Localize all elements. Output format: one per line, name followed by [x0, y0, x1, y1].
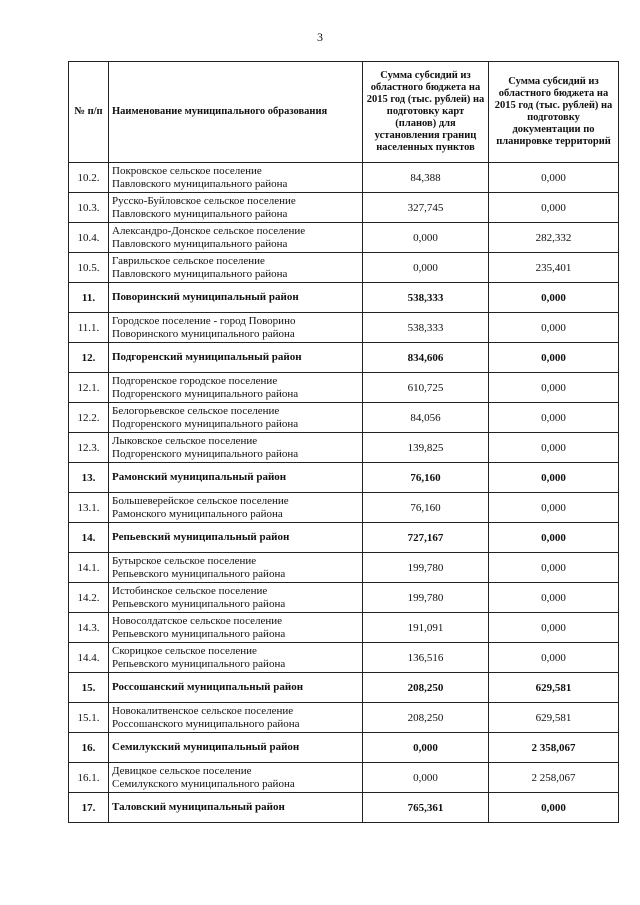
row-number: 11.1. [69, 313, 109, 343]
subsidy-maps-value: 76,160 [363, 493, 489, 523]
municipality-name-line: Россошанский муниципальный район [112, 681, 304, 693]
subsidy-planning-value: 0,000 [489, 373, 619, 403]
subsidy-maps-value: 136,516 [363, 643, 489, 673]
settlement-row [69, 643, 619, 673]
municipality-district-line: Павловского муниципального района [112, 267, 288, 280]
table-body [69, 163, 619, 823]
row-number: 10.2. [69, 163, 109, 193]
subsidy-planning-value: 0,000 [489, 403, 619, 433]
row-number: 12.3. [69, 433, 109, 463]
row-number: 12. [69, 343, 109, 373]
settlement-row [69, 583, 619, 613]
municipality-name-line: Подгоренское городское поселение [112, 374, 278, 387]
municipality-name [109, 763, 363, 793]
settlement-row [69, 703, 619, 733]
subsidy-maps-value: 834,606 [363, 343, 489, 373]
municipality-name [109, 793, 363, 823]
subsidy-maps-value: 208,250 [363, 673, 489, 703]
table-header-row [69, 62, 619, 163]
municipality-name [109, 463, 363, 493]
subsidy-planning-value: 282,332 [489, 223, 619, 253]
subsidy-maps-value: 84,056 [363, 403, 489, 433]
subsidy-planning-value: 0,000 [489, 613, 619, 643]
municipality-name [109, 643, 363, 673]
municipality-district-line: Павловского муниципального района [112, 207, 288, 220]
district-total-row [69, 463, 619, 493]
row-number: 14.1. [69, 553, 109, 583]
subsidies-table [68, 61, 619, 823]
subsidy-planning-value: 0,000 [489, 163, 619, 193]
subsidy-planning-value: 2 258,067 [489, 763, 619, 793]
row-number: 12.1. [69, 373, 109, 403]
subsidy-planning-value: 0,000 [489, 583, 619, 613]
municipality-name [109, 403, 363, 433]
municipality-name [109, 703, 363, 733]
subsidy-maps-value: 199,780 [363, 553, 489, 583]
municipality-name [109, 193, 363, 223]
header-subsidy-maps: Сумма субсидий из областного бюджета на 2015 год (тыс. рублей) на подготовку карт (планов) для установления границ населенных пунктов [363, 62, 489, 163]
subsidy-maps-value: 199,780 [363, 583, 489, 613]
municipality-name-line: Русско-Буйловское сельское поселение [112, 194, 296, 207]
municipality-name [109, 283, 363, 313]
row-number: 13.1. [69, 493, 109, 523]
row-number: 11. [69, 283, 109, 313]
settlement-row [69, 403, 619, 433]
municipality-name-line: Таловский муниципальный район [112, 801, 285, 813]
subsidy-maps-value: 0,000 [363, 253, 489, 283]
municipality-district-line: Репьевского муниципального района [112, 627, 286, 640]
subsidy-planning-value: 0,000 [489, 553, 619, 583]
settlement-row [69, 313, 619, 343]
row-number: 13. [69, 463, 109, 493]
municipality-district-line: Подгоренского муниципального района [112, 417, 299, 430]
subsidy-maps-value: 727,167 [363, 523, 489, 553]
row-number: 14.4. [69, 643, 109, 673]
municipality-name-line: Гаврильское сельское поселение [112, 254, 265, 267]
municipality-name [109, 493, 363, 523]
municipality-name [109, 583, 363, 613]
subsidy-maps-value: 610,725 [363, 373, 489, 403]
subsidy-planning-value: 0,000 [489, 793, 619, 823]
subsidy-planning-value: 0,000 [489, 523, 619, 553]
settlement-row [69, 493, 619, 523]
row-number: 14.2. [69, 583, 109, 613]
municipality-district-line: Павловского муниципального района [112, 237, 288, 250]
settlement-row [69, 433, 619, 463]
row-number: 12.2. [69, 403, 109, 433]
municipality-name [109, 163, 363, 193]
municipality-name-line: Белогорьевское сельское поселение [112, 404, 280, 417]
settlement-row [69, 193, 619, 223]
subsidy-planning-value: 629,581 [489, 703, 619, 733]
district-total-row [69, 283, 619, 313]
municipality-name-line: Рамонский муниципальный район [112, 471, 287, 483]
municipality-name-line: Городское поселение - город Поворино [112, 314, 296, 327]
municipality-district-line: Подгоренского муниципального района [112, 387, 299, 400]
settlement-row [69, 163, 619, 193]
municipality-district-line: Подгоренского муниципального района [112, 447, 299, 460]
row-number: 10.3. [69, 193, 109, 223]
municipality-district-line: Репьевского муниципального района [112, 567, 286, 580]
municipality-name-line: Скорицкое сельское поселение [112, 644, 257, 657]
row-number: 14.3. [69, 613, 109, 643]
header-number: № п/п [69, 62, 109, 163]
municipality-name-line: Поворинский муниципальный район [112, 291, 299, 303]
municipality-district-line: Россошанского муниципального района [112, 717, 300, 730]
municipality-name-line: Подгоренский муниципальный район [112, 351, 302, 363]
settlement-row [69, 223, 619, 253]
subsidy-planning-value: 629,581 [489, 673, 619, 703]
subsidy-maps-value: 538,333 [363, 313, 489, 343]
subsidy-planning-value: 0,000 [489, 343, 619, 373]
subsidy-planning-value: 0,000 [489, 433, 619, 463]
settlement-row [69, 553, 619, 583]
subsidy-maps-value: 765,361 [363, 793, 489, 823]
row-number: 16.1. [69, 763, 109, 793]
subsidy-maps-value: 0,000 [363, 733, 489, 763]
subsidy-planning-value: 235,401 [489, 253, 619, 283]
header-subsidy-planning: Сумма субсидий из областного бюджета на 2015 год (тыс. рублей) на подготовку документации по планировке территорий [489, 62, 619, 163]
municipality-name-line: Покровское сельское поселение [112, 164, 262, 177]
district-total-row [69, 343, 619, 373]
subsidy-planning-value: 2 358,067 [489, 733, 619, 763]
district-total-row [69, 793, 619, 823]
municipality-name [109, 223, 363, 253]
subsidy-planning-value: 0,000 [489, 313, 619, 343]
municipality-name-line: Девицкое сельское поселение [112, 764, 252, 777]
municipality-name [109, 373, 363, 403]
subsidy-planning-value: 0,000 [489, 193, 619, 223]
municipality-district-line: Репьевского муниципального района [112, 657, 286, 670]
subsidy-maps-value: 76,160 [363, 463, 489, 493]
municipality-district-line: Рамонского муниципального района [112, 507, 283, 520]
municipality-name-line: Бутырское сельское поселение [112, 554, 257, 567]
header-name: Наименование муниципального образования [109, 62, 363, 163]
municipality-name [109, 673, 363, 703]
subsidy-maps-value: 0,000 [363, 763, 489, 793]
subsidy-maps-value: 191,091 [363, 613, 489, 643]
row-number: 16. [69, 733, 109, 763]
municipality-district-line: Семилукского муниципального района [112, 777, 295, 790]
subsidy-planning-value: 0,000 [489, 463, 619, 493]
settlement-row [69, 373, 619, 403]
municipality-name [109, 733, 363, 763]
row-number: 15.1. [69, 703, 109, 733]
municipality-name-line: Новокалитвенское сельское поселение [112, 704, 294, 717]
municipality-district-line: Репьевского муниципального района [112, 597, 286, 610]
municipality-district-line: Павловского муниципального района [112, 177, 288, 190]
subsidy-planning-value: 0,000 [489, 283, 619, 313]
municipality-name [109, 253, 363, 283]
municipality-name-line: Александро-Донское сельское поселение [112, 224, 306, 237]
settlement-row [69, 613, 619, 643]
district-total-row [69, 673, 619, 703]
municipality-name [109, 313, 363, 343]
settlement-row [69, 763, 619, 793]
municipality-name-line: Истобинское сельское поселение [112, 584, 268, 597]
page-number: 3 [317, 30, 323, 44]
district-total-row [69, 733, 619, 763]
subsidy-maps-value: 208,250 [363, 703, 489, 733]
subsidy-maps-value: 327,745 [363, 193, 489, 223]
municipality-name [109, 523, 363, 553]
subsidy-maps-value: 139,825 [363, 433, 489, 463]
row-number: 10.5. [69, 253, 109, 283]
municipality-name-line: Лыковское сельское поселение [112, 434, 258, 447]
municipality-name-line: Новосолдатское сельское поселение [112, 614, 283, 627]
subsidy-maps-value: 84,388 [363, 163, 489, 193]
subsidy-maps-value: 0,000 [363, 223, 489, 253]
municipality-name [109, 553, 363, 583]
row-number: 10.4. [69, 223, 109, 253]
subsidy-planning-value: 0,000 [489, 643, 619, 673]
subsidy-maps-value: 538,333 [363, 283, 489, 313]
row-number: 15. [69, 673, 109, 703]
subsidy-planning-value: 0,000 [489, 493, 619, 523]
municipality-district-line: Поворинского муниципального района [112, 327, 295, 340]
row-number: 14. [69, 523, 109, 553]
municipality-name-line: Большеверейское сельское поселение [112, 494, 289, 507]
settlement-row [69, 253, 619, 283]
municipality-name-line: Семилукский муниципальный район [112, 741, 300, 753]
municipality-name [109, 613, 363, 643]
municipality-name-line: Репьевский муниципальный район [112, 531, 290, 543]
municipality-name [109, 433, 363, 463]
district-total-row [69, 523, 619, 553]
row-number: 17. [69, 793, 109, 823]
municipality-name [109, 343, 363, 373]
